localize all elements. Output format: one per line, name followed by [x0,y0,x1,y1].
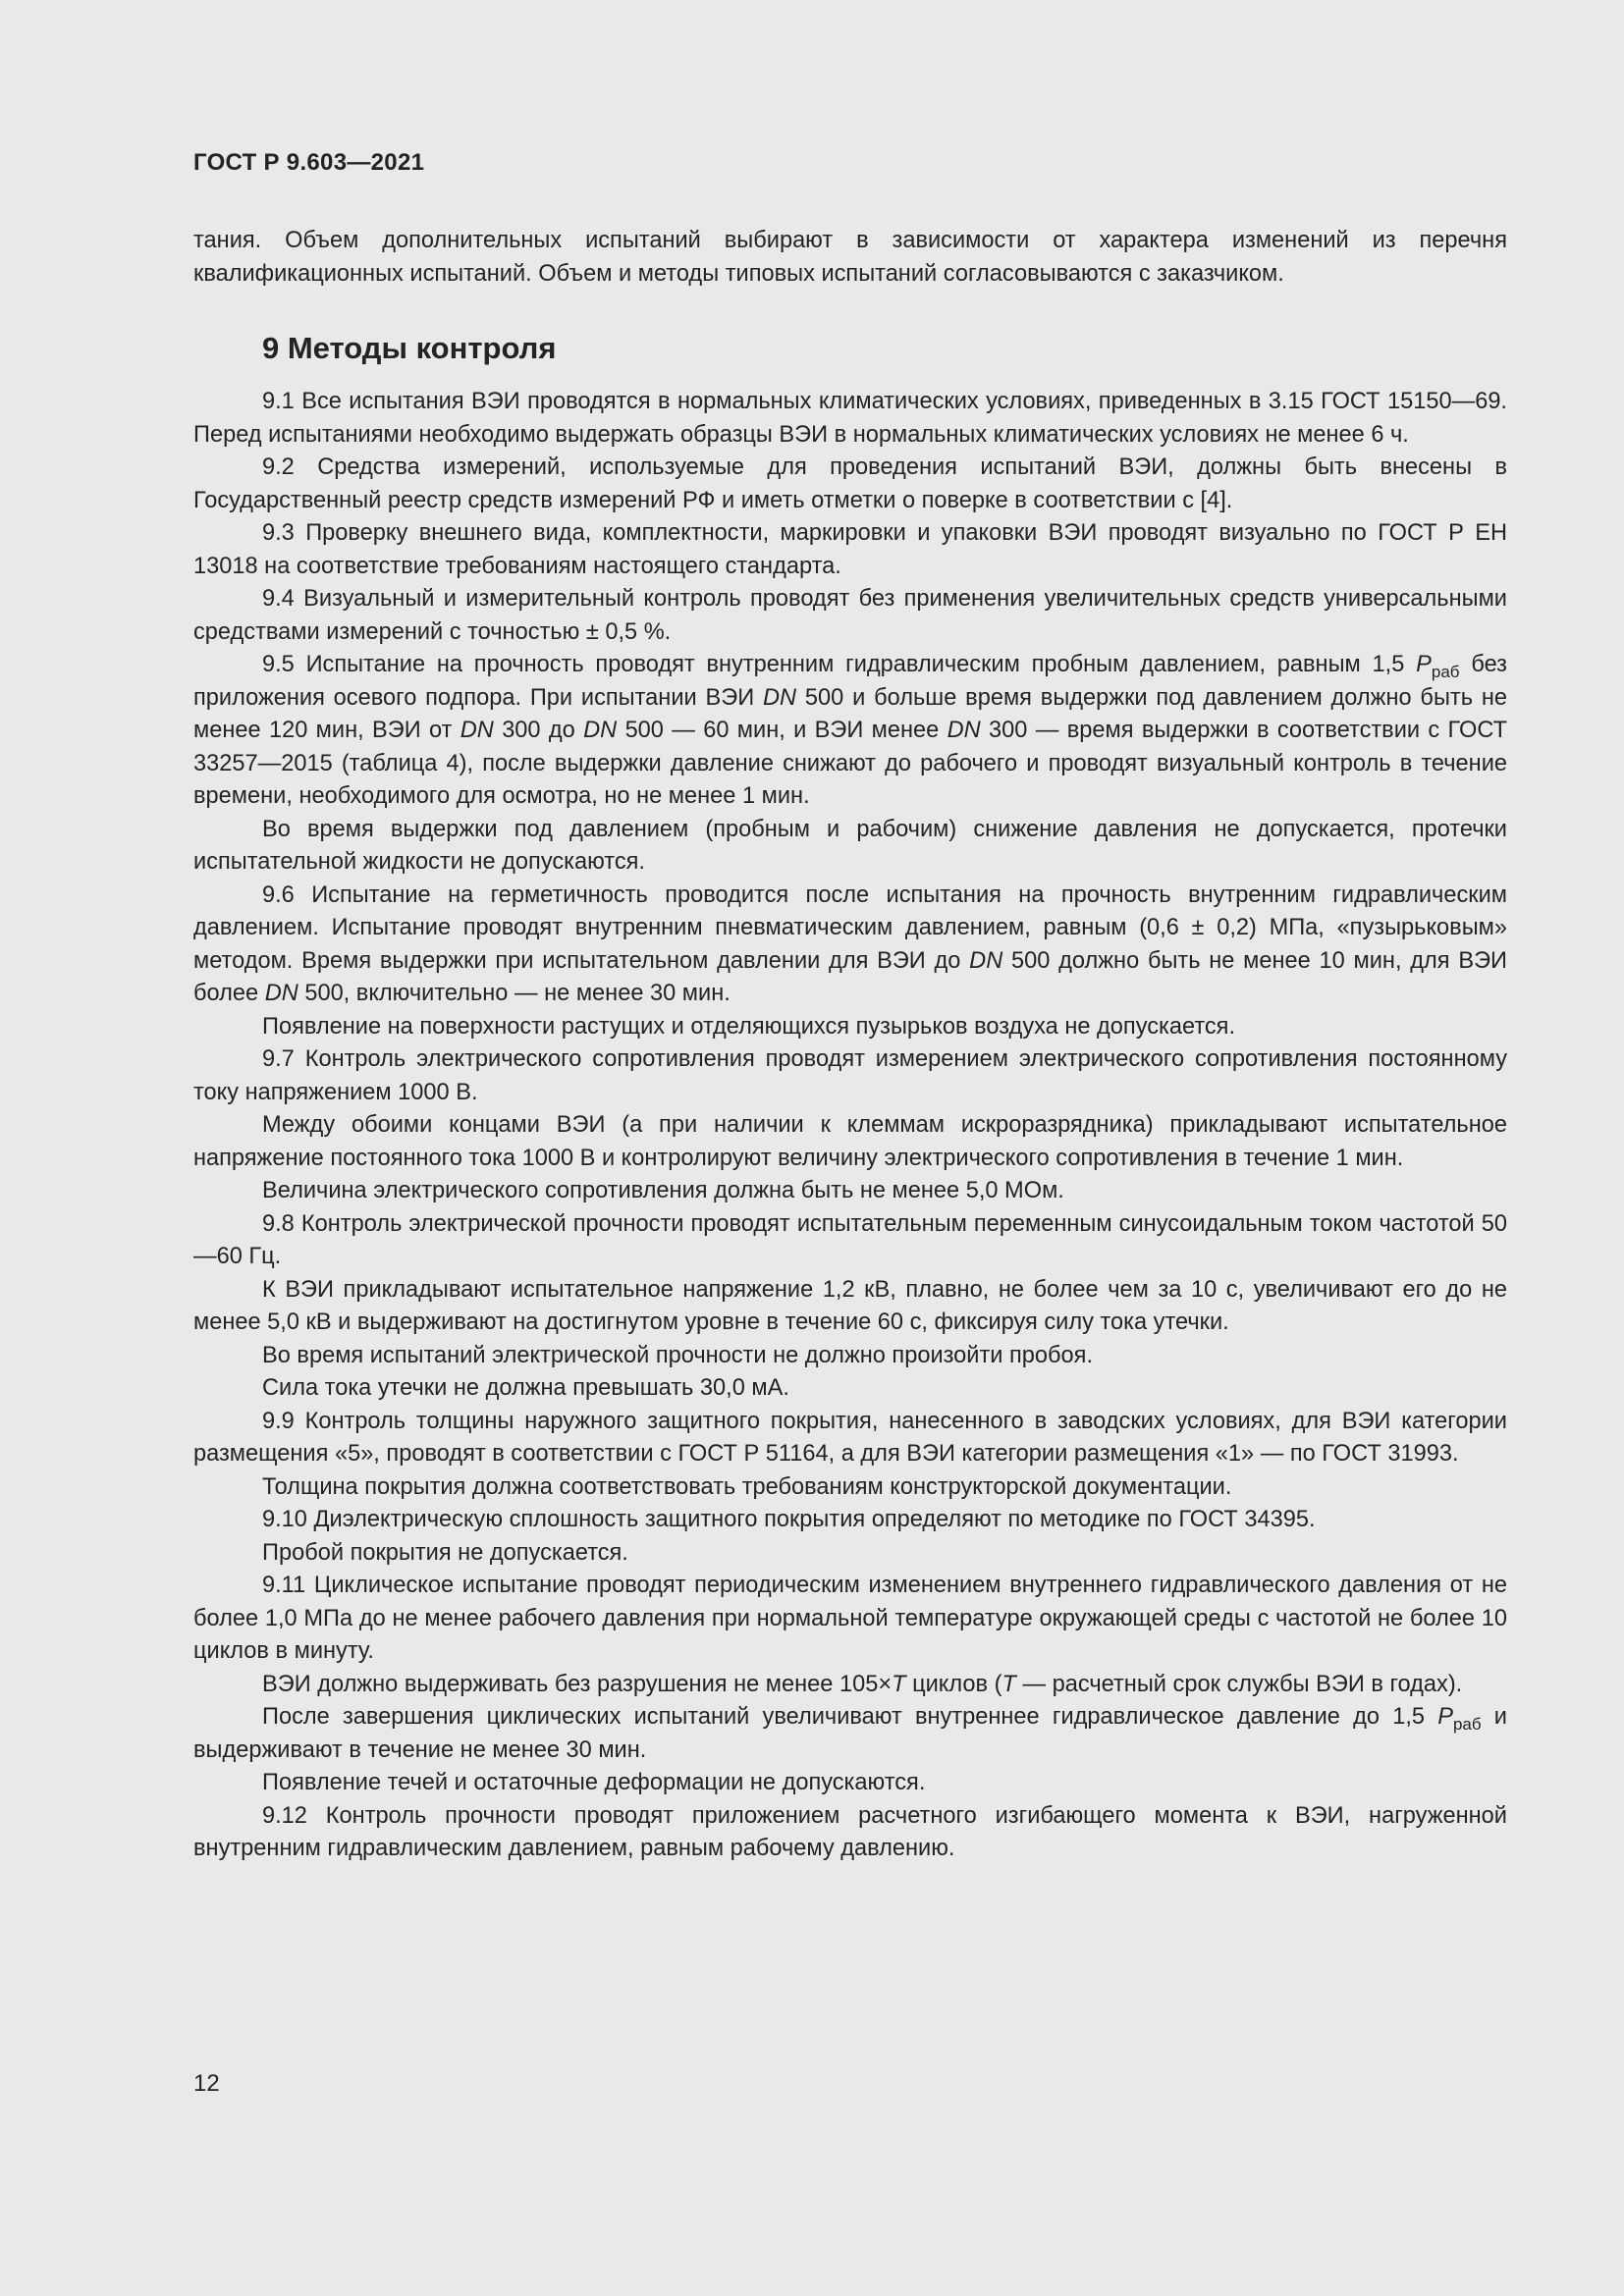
paragraph-9-7: 9.7 Контроль электрического сопротивления проводят измерением электрического сопротивления постоянному току напряжением 1000 В. [193,1046,1507,1105]
page-body [193,225,1507,1866]
paragraph-bubbles: Появление на поверхности растущих и отделяющихся пузырьков воздуха не допускается. [262,1013,1235,1040]
paragraph-9-10: 9.10 Диэлектрическую сплошность защитного покрытия определяют по методике по ГОСТ 34395. [262,1507,1316,1532]
paragraph-coating-thickness: Толщина покрытия должна соответствовать требованиям конструкторской документации. [262,1473,1232,1500]
paragraph-post-cycle [193,1701,1507,1767]
text-fragment: и выдерживают в течение не менее 30 мин. [193,1704,1507,1763]
paragraph-9-4: 9.4 Визуальный и измерительный контроль проводят без применения увеличительных средств универсальными средствами измерений с точностью ± 0,5 %. [193,586,1507,645]
paragraph-deformation: Появление течей и остаточные деформации не допускаются. [262,1770,926,1795]
dn-symbol: DN [969,947,1003,974]
pressure-subscript: раб [1452,1714,1482,1734]
text-fragment: 9.5 Испытание на прочность проводят внутренним гидравлическим пробным давлением, равным 1,5 [262,652,1417,677]
pressure-symbol: P [1437,1704,1453,1730]
paragraph-9-9: 9.9 Контроль толщины наружного защитного покрытия, нанесенного в заводских условиях, для ВЭИ категории размещения «5», проводят в соответствии с ГОСТ Р 51164, а для ВЭИ категории размещения «1» — по ГОСТ 31993. [193,1408,1507,1467]
paragraph-voltage-apply: Между обоими концами ВЭИ (а при наличии к клеммам искроразрядника) прикладывают испытательное напряжение постоянного тока 1000 В и контролируют величину электрического сопротивления в течение 1 мин. [193,1112,1507,1171]
term-symbol: T [1001,1671,1016,1697]
paragraph-breakdown: Во время испытаний электрической прочности не должно произойти пробоя. [262,1342,1094,1368]
dn-symbol: DN [947,718,981,743]
section-heading: 9 Методы контроля [262,331,557,365]
pressure-symbol: P [1416,652,1432,677]
paragraph-coating-breakdown: Пробой покрытия не допускается. [262,1539,628,1566]
paragraph-9-6 [193,880,1507,1011]
text-fragment: без приложения осевого подпора. При испытании ВЭИ [193,652,1507,711]
paragraph-9-8: 9.8 Контроль электрической прочности проводят испытательным переменным синусоидальным током частотой 50—60 Гц. [193,1210,1507,1269]
paragraph-9-5 [193,649,1507,814]
page-number: 12 [193,2070,220,2097]
paragraph-9-12: 9.12 Контроль прочности проводят приложением расчетного изгибающего момента к ВЭИ, нагруженной внутренним гидравлическим давлением, равным рабочему давлению. [193,1802,1507,1861]
dn-symbol: DN [264,981,298,1006]
text-fragment: циклов ( [905,1671,1002,1697]
pressure-subscript: раб [1431,662,1460,681]
dn-symbol: DN [583,718,618,743]
paragraph-resistance-min: Величина электрического сопротивления должна быть не менее 5,0 МОм. [262,1178,1064,1203]
text-fragment: 500 должно быть не менее 10 мин, для ВЭИ более [193,947,1507,1006]
paragraph-cycles [193,1669,1507,1702]
text-fragment: 300 — время выдержки в соответствии с ГОСТ 33257—2015 (таблица 4), после выдержки давление снижают до рабочего и проводят визуальный контроль в течение времени, необходимого для осмотра, но не менее 1 мин. [193,718,1508,809]
paragraph-9-3: 9.3 Проверку внешнего вида, комплектности, маркировки и упаковки ВЭИ проводят визуально по ГОСТ Р ЕН 13018 на соответствие требованиям настоящего стандарта. [193,520,1507,579]
paragraph-9-11: 9.11 Циклическое испытание проводят периодическим изменением внутреннего гидравлического давления от не более 1,0 МПа до не менее рабочего давления при нормальной температуре окружающей среды с частотой не более 10 циклов в минуту. [193,1573,1507,1664]
text-fragment: 500 и больше время выдержки под давлением должно быть не менее 120 мин, ВЭИ от [193,684,1507,743]
dn-symbol: DN [763,684,797,711]
paragraph-pressure-hold: Во время выдержки под давлением (пробным и рабочим) снижение давления не допускается, протечки испытательной жидкости не допускаются. [193,816,1507,875]
term-symbol: T [892,1671,906,1697]
paragraph-test-voltage: К ВЭИ прикладывают испытательное напряжение 1,2 кВ, плавно, не более чем за 10 с, увеличивают его до не менее 5,0 кВ и выдерживают на достигнутом уровне в течение 60 с, фиксируя силу тока утечки. [193,1276,1507,1335]
text-fragment: — расчетный срок службы ВЭИ в годах). [1015,1671,1463,1697]
document-header: ГОСТ Р 9.603—2021 [193,149,425,176]
text-fragment: 500 — 60 мин, и ВЭИ менее [617,718,947,743]
paragraph-9-1: 9.1 Все испытания ВЭИ проводятся в нормальных климатических условиях, приведенных в 3.15 ГОСТ 15150—69. Перед испытаниями необходимо выдержать образцы ВЭИ в нормальных климатических условиях не менее 6 ч. [193,389,1507,448]
text-fragment: ВЭИ должно выдерживать без разрушения не менее 105× [262,1671,893,1697]
text-fragment: 300 до [493,718,584,743]
dn-symbol: DN [460,718,494,743]
text-fragment: 9.6 Испытание на герметичность проводится после испытания на прочность внутренним гидравлическим давлением. Испытание проводят внутренним пневматическим давлением, равным (0,6 ± 0,2) МПа, «пузырьковым» методом. Время выдержки при испытательном давлении для ВЭИ до [193,881,1507,974]
intro-paragraph: тания. Объем дополнительных испытаний выбирают в зависимости от характера изменений из перечня квалификационных испытаний. Объем и методы типовых испытаний согласовываются с заказчиком. [193,228,1507,287]
text-fragment: После завершения циклических испытаний увеличивают внутреннее гидравлическое давление до 1,5 [262,1704,1438,1730]
paragraph-9-2: 9.2 Средства измерений, используемые для проведения испытаний ВЭИ, должны быть внесены в Государственный реестр средств измерений РФ и иметь отметки о поверке в соответствии с [4]. [193,454,1507,513]
paragraph-leakage: Сила тока утечки не должна превышать 30,0 мА. [262,1375,789,1401]
text-fragment: 500, включительно — не менее 30 мин. [298,981,731,1006]
